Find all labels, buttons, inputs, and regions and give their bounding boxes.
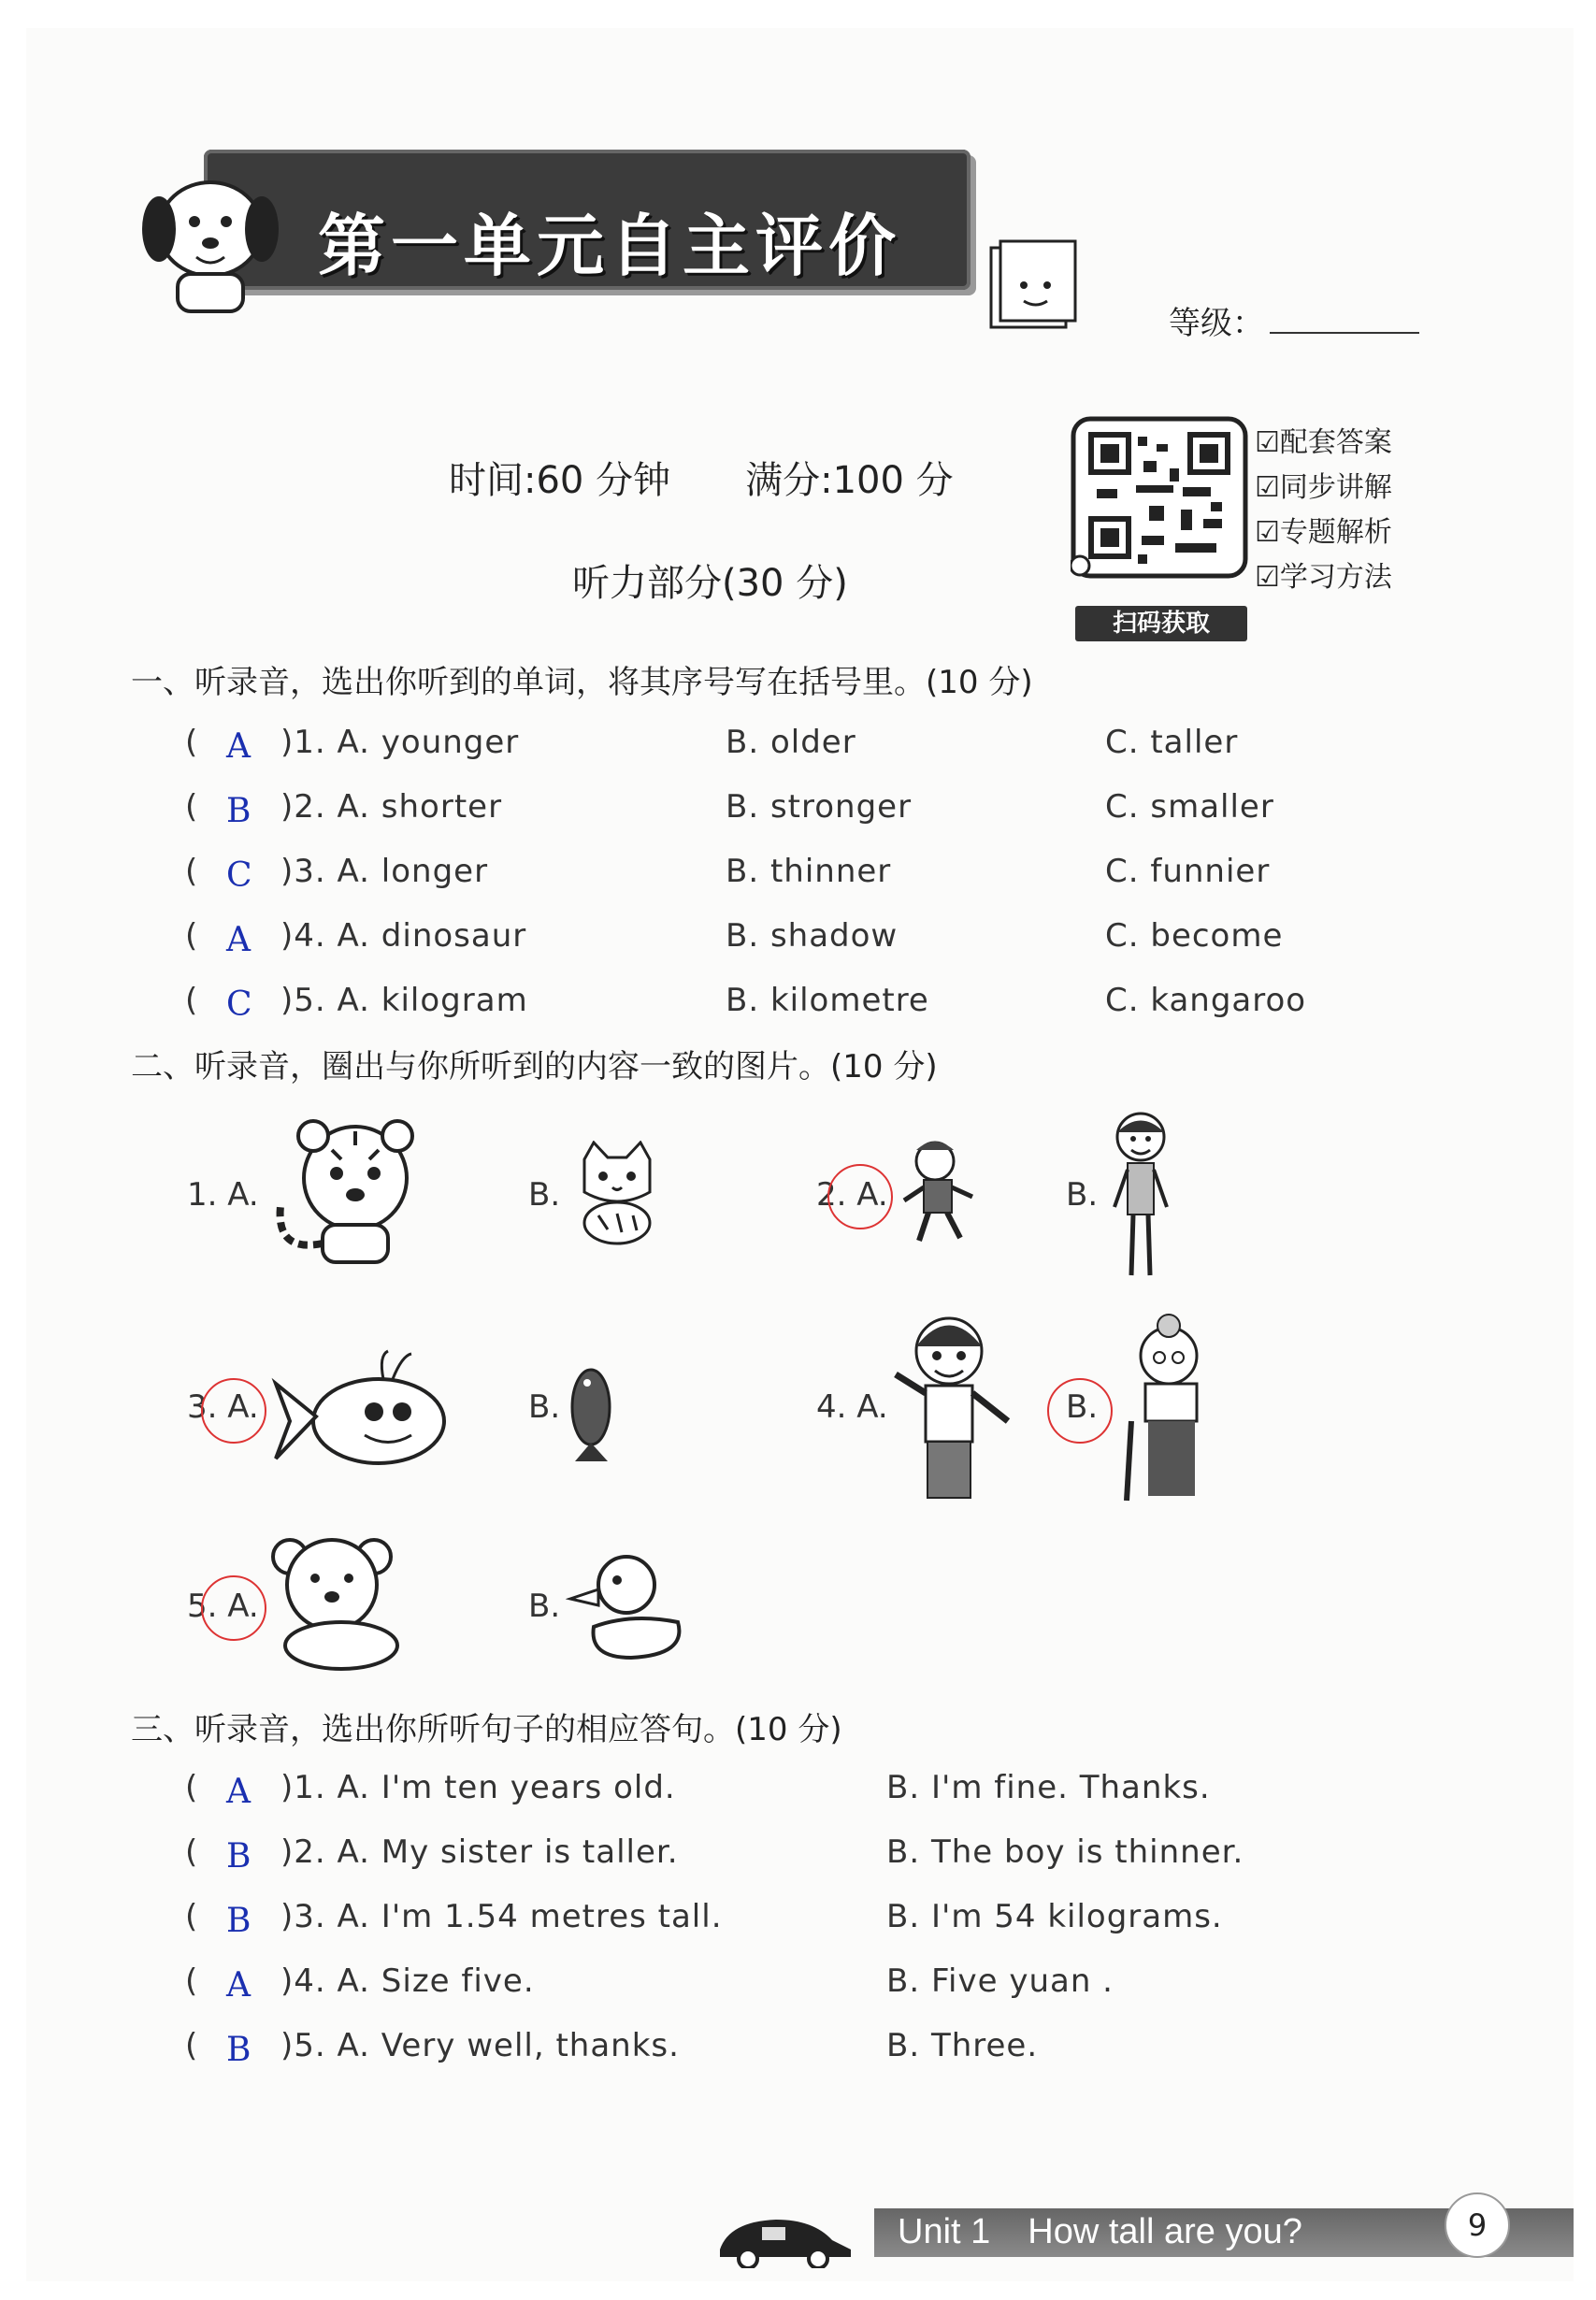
listening-section-heading: 听力部分(30 分) (572, 562, 848, 605)
qr-feature-list (1255, 421, 1392, 600)
question-option-b: B. The boy is thinner. (886, 1833, 1244, 1871)
qr-item: ☑同步讲解 (1255, 471, 1392, 504)
qr-code-icon[interactable] (1071, 416, 1248, 598)
question-option-a: )1. A. younger (280, 724, 520, 761)
grade-field (1169, 297, 1419, 343)
answer-bracket: ( (185, 982, 198, 1019)
question-option-b: B. I'm 54 kilograms. (886, 1898, 1223, 1935)
full-score: 满分:100 分 (745, 459, 954, 502)
question-option-b: B. kilometre (726, 982, 929, 1019)
handwritten-answer: C (226, 856, 252, 895)
picture-label: 5. A. (187, 1588, 259, 1625)
question-option-c: C. smaller (1105, 788, 1274, 826)
page-title: 第一单元自主评价 (318, 207, 902, 285)
answer-bracket: ( (185, 1769, 198, 1806)
qr-item: ☑配套答案 (1255, 426, 1392, 459)
question-option-b: B. thinner (726, 853, 892, 890)
question-option-a: )3. A. longer (280, 853, 489, 890)
answer-bracket: ( (185, 1962, 198, 2000)
question-option-a: )2. A. shorter (280, 788, 503, 826)
answer-bracket: ( (185, 853, 198, 890)
picture-label: B. (528, 1176, 561, 1214)
handwritten-answer: B (226, 1902, 252, 1940)
handwritten-answer: B (226, 2031, 252, 2069)
whale-icon[interactable] (271, 1346, 449, 1468)
question-option-a: )1. A. I'm ten years old. (280, 1769, 676, 1806)
answer-bracket: ( (185, 788, 198, 826)
page-number: 9 (1445, 2192, 1510, 2258)
grandma-icon[interactable] (1113, 1309, 1215, 1505)
part2-title: 二、听录音，圈出与你所听到的内容一致的图片。(10 分) (131, 1048, 938, 1085)
boy-icon[interactable] (888, 1309, 1019, 1510)
handwritten-answer: A (226, 727, 251, 766)
notepad-icon (982, 234, 1085, 337)
scan-button[interactable]: 扫码获取 (1075, 606, 1247, 641)
answer-circle (1047, 1378, 1113, 1444)
thin-boy-icon[interactable] (1103, 1109, 1178, 1282)
handwritten-answer: B (226, 1837, 252, 1876)
picture-label: B. (528, 1588, 561, 1625)
question-option-a: )4. A. dinosaur (280, 917, 527, 955)
question-option-b: B. stronger (726, 788, 913, 826)
question-option-b: B. Three. (886, 2027, 1039, 2064)
qr-item: ☑学习方法 (1255, 561, 1392, 594)
car-icon (711, 2212, 860, 2268)
cat-icon[interactable] (566, 1141, 669, 1248)
question-option-b: B. I'm fine. Thanks. (886, 1769, 1211, 1806)
part3-title: 三、听录音，选出你所听句子的相应答句。(10 分) (131, 1711, 842, 1748)
handwritten-answer: A (226, 1966, 251, 2005)
picture-label: 3. A. (187, 1388, 259, 1426)
answer-circle (201, 1575, 266, 1641)
question-option-a: )3. A. I'm 1.54 metres tall. (280, 1898, 723, 1935)
question-option-b: B. shadow (726, 917, 899, 955)
duck-icon[interactable] (566, 1547, 697, 1664)
grade-label: 等级： (1169, 305, 1264, 342)
answer-bracket: ( (185, 1898, 198, 1935)
answer-bracket: ( (185, 2027, 198, 2064)
picture-label: 2. A. (816, 1176, 888, 1214)
question-option-b: B. Five yuan . (886, 1962, 1114, 2000)
teddy-bear-icon[interactable] (266, 1533, 416, 1674)
handwritten-answer: A (226, 1773, 251, 1811)
tiger-icon[interactable] (266, 1113, 435, 1272)
question-option-b: B. older (726, 724, 856, 761)
handwritten-answer: A (226, 921, 251, 959)
question-option-c: C. become (1105, 917, 1284, 955)
page-sheet (26, 28, 1574, 2281)
question-option-c: C. funnier (1105, 853, 1271, 890)
unit-subtitle: How tall are you? (1028, 2212, 1302, 2251)
question-option-c: C. taller (1105, 724, 1239, 761)
running-girl-icon[interactable] (893, 1133, 986, 1250)
handwritten-answer: B (226, 792, 252, 830)
unit-label: Unit 1 (898, 2212, 991, 2251)
answer-circle (827, 1164, 893, 1229)
grade-blank[interactable] (1270, 332, 1419, 334)
time-limit: 时间:60 分钟 (449, 459, 671, 502)
question-option-a: )2. A. My sister is taller. (280, 1833, 679, 1871)
answer-bracket: ( (185, 1833, 198, 1871)
picture-label: B. (1066, 1388, 1099, 1426)
part1-title: 一、听录音，选出你听到的单词，将其序号写在括号里。(10 分) (131, 664, 1033, 701)
question-option-a: )5. A. Very well, thanks. (280, 2027, 680, 2064)
answer-bracket: ( (185, 917, 198, 955)
qr-item: ☑专题解析 (1255, 516, 1392, 549)
question-option-a: )5. A. kilogram (280, 982, 528, 1019)
picture-label: B. (528, 1388, 561, 1426)
picture-label: 1. A. (187, 1176, 259, 1214)
handwritten-answer: C (226, 985, 252, 1024)
question-option-c: C. kangaroo (1105, 982, 1307, 1019)
fish-icon[interactable] (561, 1360, 626, 1463)
picture-label: B. (1066, 1176, 1099, 1214)
answer-bracket: ( (185, 724, 198, 761)
picture-label: 4. A. (816, 1388, 888, 1426)
question-option-a: )4. A. Size five. (280, 1962, 535, 2000)
footer-unit-title (898, 2212, 1302, 2252)
dog-mascot-icon (131, 164, 290, 323)
answer-circle (201, 1378, 266, 1444)
exam-meta (449, 451, 1028, 504)
